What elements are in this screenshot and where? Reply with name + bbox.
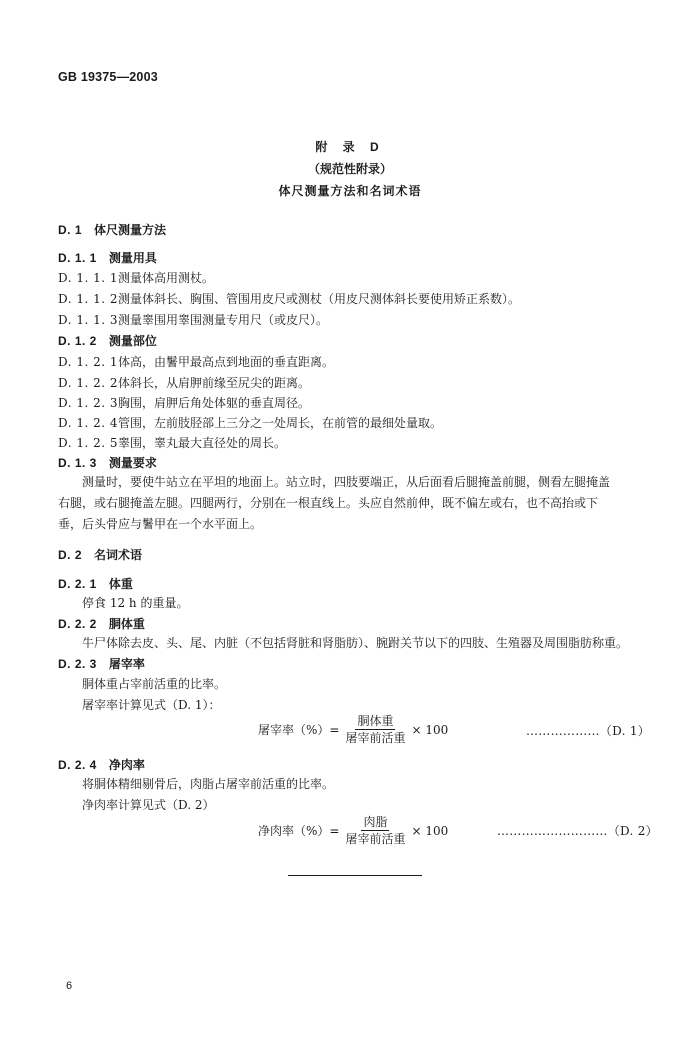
section-d21-heading bbox=[58, 576, 133, 592]
clause-number: D. 1. 1. 3 bbox=[58, 313, 118, 327]
clause-d125 bbox=[58, 435, 286, 451]
annex-title: 体尺测量方法和名词术语 bbox=[278, 184, 422, 198]
formula-intro: 屠宰率计算见式（D. 1）： bbox=[82, 698, 221, 712]
section-title: 胴体重 bbox=[108, 617, 145, 631]
paragraph-line: 右腿，或右腿掩盖左腿。四腿两行，分别在一根直线上。头应自然前伸，既不偏左或右，也不高抬或下 bbox=[58, 496, 599, 510]
formula-denominator: 屠宰前活重 bbox=[345, 832, 406, 846]
clause-d121 bbox=[58, 354, 334, 370]
section-number: D. 2. 1 bbox=[58, 577, 97, 591]
clause-text: 体高，由鬐甲最高点到地面的垂直距离。 bbox=[118, 355, 335, 369]
definition-text: 将胴体精细剔骨后，肉脂占屠宰前活重的比率。 bbox=[82, 777, 335, 791]
section-d1-heading bbox=[58, 222, 166, 238]
page-number: 6 bbox=[66, 980, 73, 992]
formula-factor: × 100 bbox=[411, 823, 449, 838]
section-title: 净肉率 bbox=[108, 758, 145, 772]
clause-text: 管围，左前肢胫部上三分之一处周长，在前管的最细处量取。 bbox=[118, 416, 443, 430]
formula-intro: 净肉率计算见式（D. 2） bbox=[82, 798, 215, 812]
annex-label: 附 录 D bbox=[315, 140, 385, 154]
section-d13-heading bbox=[58, 455, 157, 471]
section-number: D. 2. 4 bbox=[58, 758, 97, 772]
section-d23-heading bbox=[58, 656, 145, 672]
section-number: D. 2. 2 bbox=[58, 617, 97, 631]
end-rule bbox=[288, 875, 422, 876]
section-title: 测量部位 bbox=[108, 334, 157, 348]
clause-number: D. 1. 1. 1 bbox=[58, 271, 118, 285]
section-d2-heading bbox=[58, 547, 142, 563]
clause-number: D. 1. 1. 2 bbox=[58, 292, 118, 306]
section-d12-heading bbox=[58, 333, 157, 349]
section-title: 测量用具 bbox=[108, 251, 157, 265]
formula-fraction bbox=[343, 714, 407, 745]
formula-lhs: 净肉率（%）= bbox=[258, 824, 340, 838]
equation-ref-d1: ………………（D. 1） bbox=[526, 724, 651, 738]
standard-number: GB 19375—2003 bbox=[58, 70, 158, 84]
clause-number: D. 1. 2. 2 bbox=[58, 376, 118, 390]
formula-d1 bbox=[258, 714, 448, 745]
annex-type: （规范性附录） bbox=[307, 162, 392, 176]
clause-number: D. 1. 2. 1 bbox=[58, 355, 118, 369]
section-title: 测量要求 bbox=[108, 456, 157, 470]
clause-d111 bbox=[58, 270, 214, 286]
section-number: D. 1. 1 bbox=[58, 251, 97, 265]
definition-text: 牛尸体除去皮、头、尾、内脏（不包括肾脏和肾脂肪）、腕跗关节以下的四肢、生殖器及周围脂肪称重。 bbox=[82, 636, 629, 650]
formula-factor: × 100 bbox=[411, 722, 449, 737]
definition-text: 停食 12 h 的重量。 bbox=[82, 596, 189, 610]
clause-number: D. 1. 2. 4 bbox=[58, 416, 118, 430]
formula-d2 bbox=[258, 815, 448, 846]
section-number: D. 1. 2 bbox=[58, 334, 97, 348]
clause-number: D. 1. 2. 3 bbox=[58, 396, 118, 410]
section-title: 体尺测量方法 bbox=[94, 223, 167, 237]
section-title: 屠宰率 bbox=[108, 657, 145, 671]
clause-d113 bbox=[58, 312, 328, 328]
section-d24-heading bbox=[58, 757, 145, 773]
paragraph-line: 测量时，要使牛站立在平坦的地面上。站立时，四肢要端正，从后面看后腿掩盖前腿，侧看左腿掩盖 bbox=[82, 475, 611, 489]
section-number: D. 1. 3 bbox=[58, 456, 97, 470]
formula-numerator: 胴体重 bbox=[357, 714, 394, 728]
section-d22-heading bbox=[58, 616, 145, 632]
definition-text: 胴体重占宰前活重的比率。 bbox=[82, 677, 227, 691]
clause-d123 bbox=[58, 395, 310, 411]
formula-numerator: 肉脂 bbox=[363, 815, 388, 829]
formula-denominator: 屠宰前活重 bbox=[345, 731, 406, 745]
clause-d124 bbox=[58, 415, 442, 431]
clause-text: 测量体高用测杖。 bbox=[118, 271, 215, 285]
section-number: D. 1 bbox=[58, 223, 83, 237]
clause-text: 胸围，肩胛后角处体躯的垂直周径。 bbox=[118, 396, 311, 410]
section-title: 体重 bbox=[108, 577, 133, 591]
clause-text: 测量睾围用睾围测量专用尺（或皮尺）。 bbox=[118, 313, 329, 327]
section-number: D. 2. 3 bbox=[58, 657, 97, 671]
section-title: 名词术语 bbox=[94, 548, 143, 562]
clause-number: D. 1. 2. 5 bbox=[58, 436, 118, 450]
section-number: D. 2 bbox=[58, 548, 83, 562]
paragraph-line: 垂，后头骨应与鬐甲在一个水平面上。 bbox=[58, 517, 263, 531]
equation-ref-d2: ………………………（D. 2） bbox=[497, 824, 658, 838]
clause-d112 bbox=[58, 291, 520, 307]
formula-fraction bbox=[343, 815, 407, 846]
section-d11-heading bbox=[58, 250, 157, 266]
clause-d122 bbox=[58, 375, 310, 391]
clause-text: 体斜长，从肩胛前缘至尻尖的距离。 bbox=[118, 376, 311, 390]
formula-lhs: 屠宰率（%）= bbox=[258, 723, 340, 737]
clause-text: 睾围，睾丸最大直径处的周长。 bbox=[118, 436, 287, 450]
clause-text: 测量体斜长、胸围、管围用皮尺或测杖（用皮尺测体斜长要使用矫正系数）。 bbox=[118, 292, 521, 306]
